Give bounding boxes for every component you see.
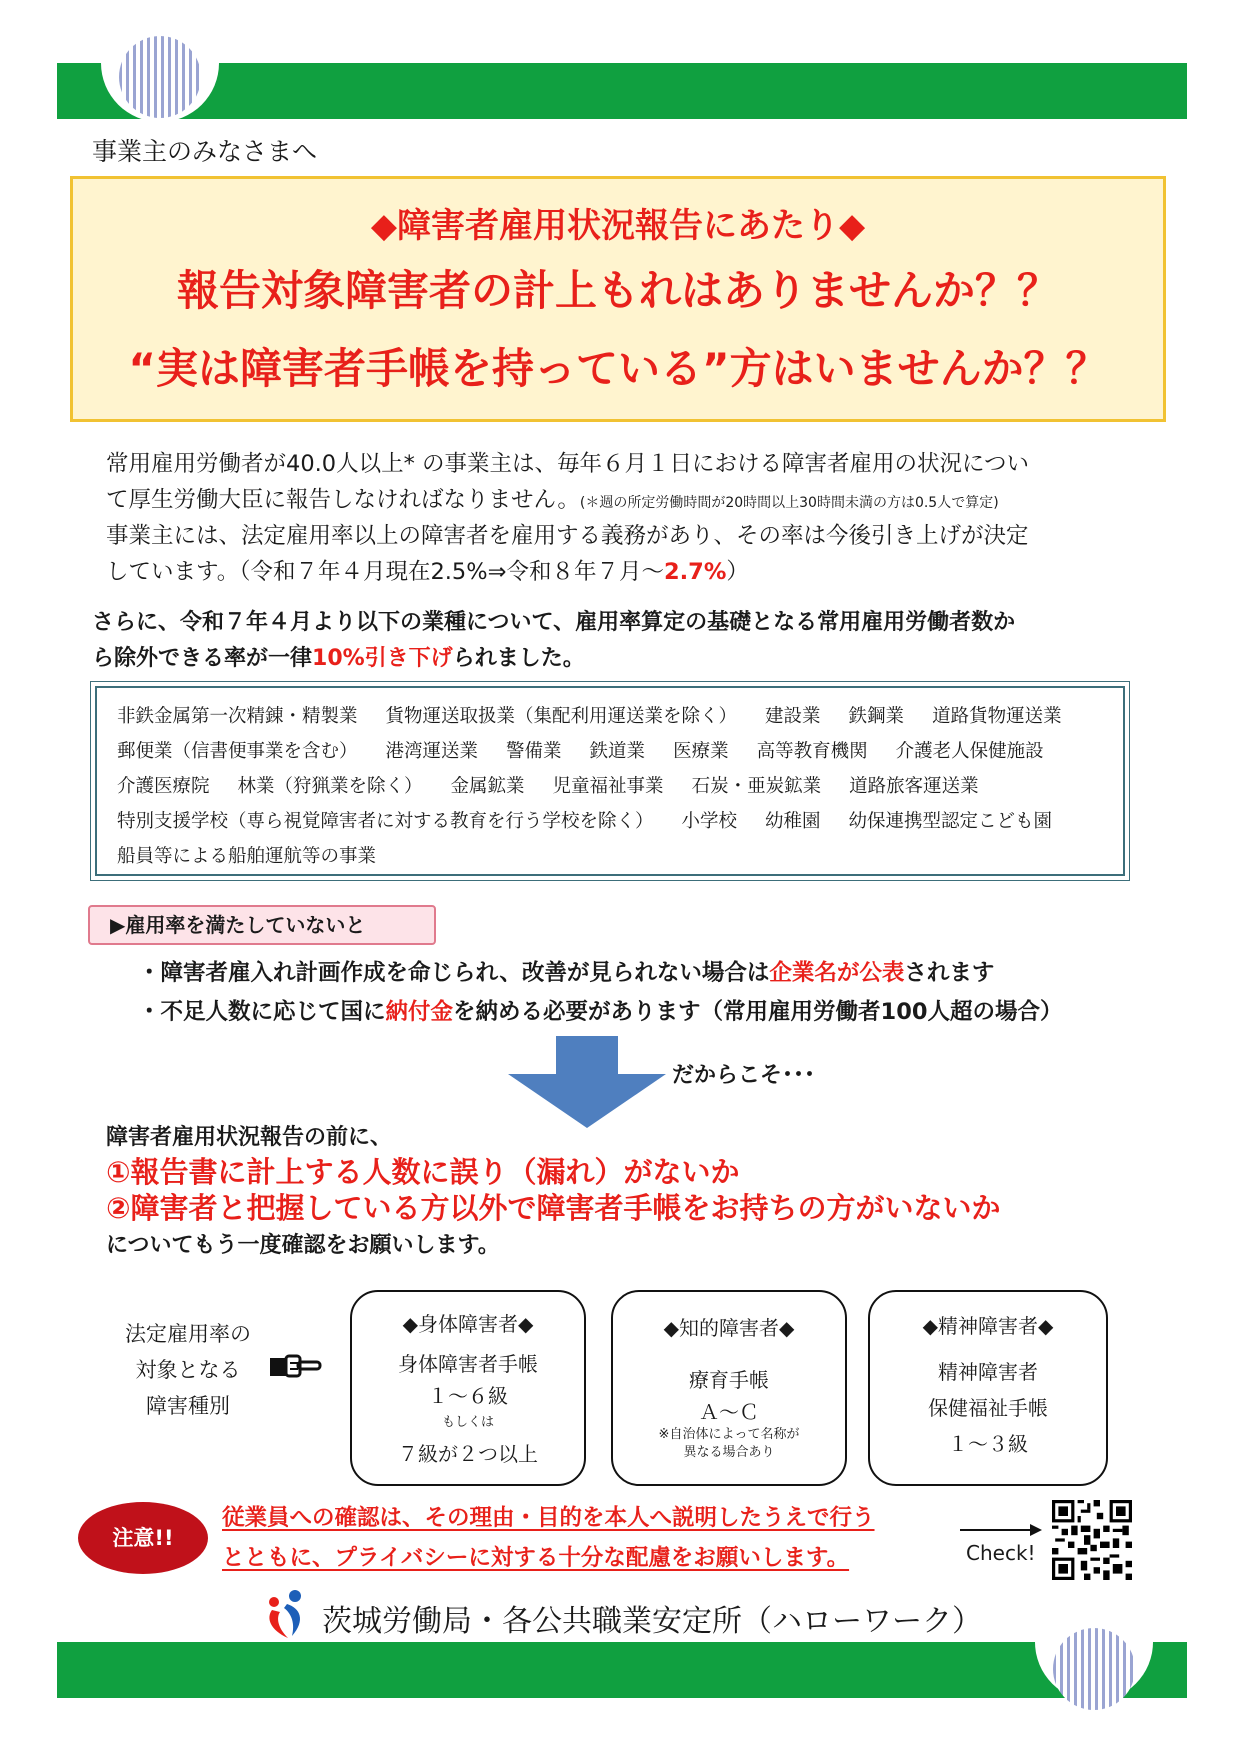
category-intro-line: 法定雇用率の [125, 1322, 251, 1346]
card-line: もしくは [441, 1415, 494, 1430]
industry-row [117, 737, 1072, 763]
intro-text: しています。（令和７年４月現在2.5%⇒令和８年７月～ [106, 559, 664, 585]
change-notice [92, 605, 1152, 677]
check-label: Check! [966, 1541, 1036, 1565]
check-intro: 障害者雇用状況報告の前に、 [106, 1125, 393, 1150]
industry-item: 鉄道業 [589, 741, 646, 762]
intro-line: 常用雇用労働者が40.0人以上* の事業主は、毎年６月１日における障害者雇用の状況につい [106, 451, 1030, 477]
card-mental-disability [868, 1290, 1108, 1486]
industry-item: 特別支援学校（専ら視覚障害者に対する教育を行う学校を除く） [117, 811, 654, 832]
labour-bureau-logo-icon [262, 1588, 312, 1640]
bullet-text: ・不足人数に応じて国に [138, 999, 386, 1025]
card-note: ※自治体によって名称が [658, 1427, 800, 1442]
intro-text: ） [726, 559, 749, 585]
striped-circle-decoration [1053, 1628, 1135, 1710]
change-line: さらに、令和７年４月より以下の業種について、雇用率算定の基礎となる常用雇用労働者数か [92, 610, 1016, 635]
intro-paragraph-1 [106, 446, 1146, 521]
bullet-text: を納める必要があります（常用雇用労働者100人超の場合） [453, 999, 1063, 1025]
intro-paragraph-2 [106, 518, 1146, 590]
headline-question-2: “実は障害者手帳を持っている”方はいませんか？？ [128, 344, 1108, 393]
headline-question-1: 報告対象障害者の計上もれはありませんか？？ [176, 266, 1059, 315]
change-text: ら除外できる率が一律 [92, 646, 313, 671]
new-rate: 2.7% [663, 559, 727, 585]
industry-item: 鉄鋼業 [848, 706, 905, 727]
check-item-2: ②障害者と把握している方以外で障害者手帳をお持ちの方がいないか [106, 1191, 1001, 1225]
industry-row [117, 807, 1080, 833]
card-line: 保健福祉手帳 [928, 1396, 1048, 1420]
arrow-right-icon [960, 1522, 1042, 1538]
industry-item: 金属鉱業 [450, 776, 525, 797]
industry-item: 建設業 [765, 706, 821, 727]
industry-row [117, 772, 1007, 798]
card-title: ◆精神障害者◆ [922, 1314, 1054, 1338]
industry-item: 船員等による船舶運航等の事業 [117, 846, 377, 867]
card-line: Ａ～Ｃ [699, 1400, 759, 1424]
intro-line [106, 482, 1146, 521]
card-line: 精神障害者 [938, 1360, 1038, 1384]
industry-item: 児童福祉事業 [552, 776, 664, 797]
levy-highlight: 納付金 [385, 999, 454, 1025]
qr-code-icon[interactable] [1052, 1500, 1132, 1580]
card-line: 身体障害者手帳 [398, 1352, 538, 1376]
industry-item: 高等教育機関 [756, 741, 868, 762]
organization-name: 茨城労働局・各公共職業安定所（ハローワーク） [322, 1604, 982, 1639]
card-line: 療育手帳 [689, 1368, 769, 1392]
intro-footnote: (＊週の所定労働時間が20時間以上30時間未満の方は0.5人で算定) [579, 495, 999, 511]
card-title: ◆身体障害者◆ [402, 1312, 534, 1336]
industry-item: 道路旅客運送業 [849, 776, 979, 797]
card-line: １～３級 [948, 1432, 1028, 1456]
caution-line-1: 従業員への確認は、その理由・目的を本人へ説明したうえで行う [222, 1505, 875, 1531]
industry-item: 小学校 [681, 811, 738, 832]
pointing-hand-icon [268, 1352, 324, 1380]
top-green-band [57, 63, 1187, 119]
industry-item: 道路貨物運送業 [932, 706, 1062, 727]
down-arrow-icon [508, 1036, 666, 1128]
card-note: 異なる場合あり [683, 1445, 775, 1460]
bottom-green-band [57, 1642, 1187, 1698]
industry-item: 貨物運送取扱業（集配利用運送業を除く） [385, 706, 738, 727]
penalty-bullet-2 [138, 994, 1063, 1026]
therefore-text: だからこそ･･･ [672, 1063, 816, 1088]
penalty-label: ▶雇用率を満たしていないと [88, 905, 436, 945]
card-intellectual-disability [611, 1290, 847, 1486]
industry-item: 港湾運送業 [385, 741, 479, 762]
striped-circle-decoration [119, 36, 201, 118]
change-line [92, 641, 1152, 677]
industry-item: 警備業 [506, 741, 562, 762]
caution-badge: 注意!! [78, 1502, 208, 1574]
industry-item: 医療業 [673, 741, 729, 762]
card-line: １～６級 [428, 1384, 508, 1408]
reduction-highlight: 10%引き下げ [312, 646, 453, 671]
industry-row [117, 702, 1090, 728]
category-intro-line: 対象となる [135, 1358, 241, 1382]
bullet-text: ・障害者雇入れ計画作成を命じられ、改善が見られない場合は [138, 960, 770, 986]
industry-row [117, 842, 404, 868]
greeting: 事業主のみなさまへ [92, 137, 318, 166]
category-intro-line: 障害種別 [146, 1394, 230, 1418]
intro-line: 事業主には、法定雇用率以上の障害者を雇用する義務があり、その率は今後引き上げが決定 [106, 523, 1029, 549]
industry-item: 林業（狩猟業を除く） [237, 776, 423, 797]
check-item-1: ①報告書に計上する人数に誤り（漏れ）がないか [106, 1155, 740, 1189]
category-intro [118, 1316, 258, 1424]
card-title: ◆知的障害者◆ [663, 1316, 795, 1340]
card-line: ７級が２つ以上 [398, 1442, 538, 1466]
intro-text: て厚生労働大臣に報告しなければなりません。 [106, 487, 580, 513]
company-name-publication: 企業名が公表 [769, 960, 905, 986]
caution-line-2: とともに、プライバシーに対する十分な配慮をお願いします。 [222, 1545, 850, 1571]
check-closing: についてもう一度確認をお願いします。 [106, 1233, 500, 1258]
bullet-text: されます [904, 960, 995, 986]
industry-item: 介護老人保健施設 [895, 741, 1044, 762]
industry-item: 幼稚園 [765, 811, 821, 832]
card-physical-disability [350, 1290, 586, 1486]
penalty-bullet-1 [138, 955, 994, 987]
industry-item: 非鉄金属第一次精錬・精製業 [117, 706, 358, 727]
change-text: られました。 [452, 646, 585, 671]
industry-item: 介護医療院 [117, 776, 210, 797]
industry-item: 幼保連携型認定こども園 [848, 811, 1053, 832]
intro-line [106, 554, 1146, 590]
headline-subtitle: ◆障害者雇用状況報告にあたり◆ [370, 206, 866, 246]
industry-item: 石炭・亜炭鉱業 [691, 776, 822, 797]
industry-item: 郵便業（信書便事業を含む） [117, 741, 358, 762]
